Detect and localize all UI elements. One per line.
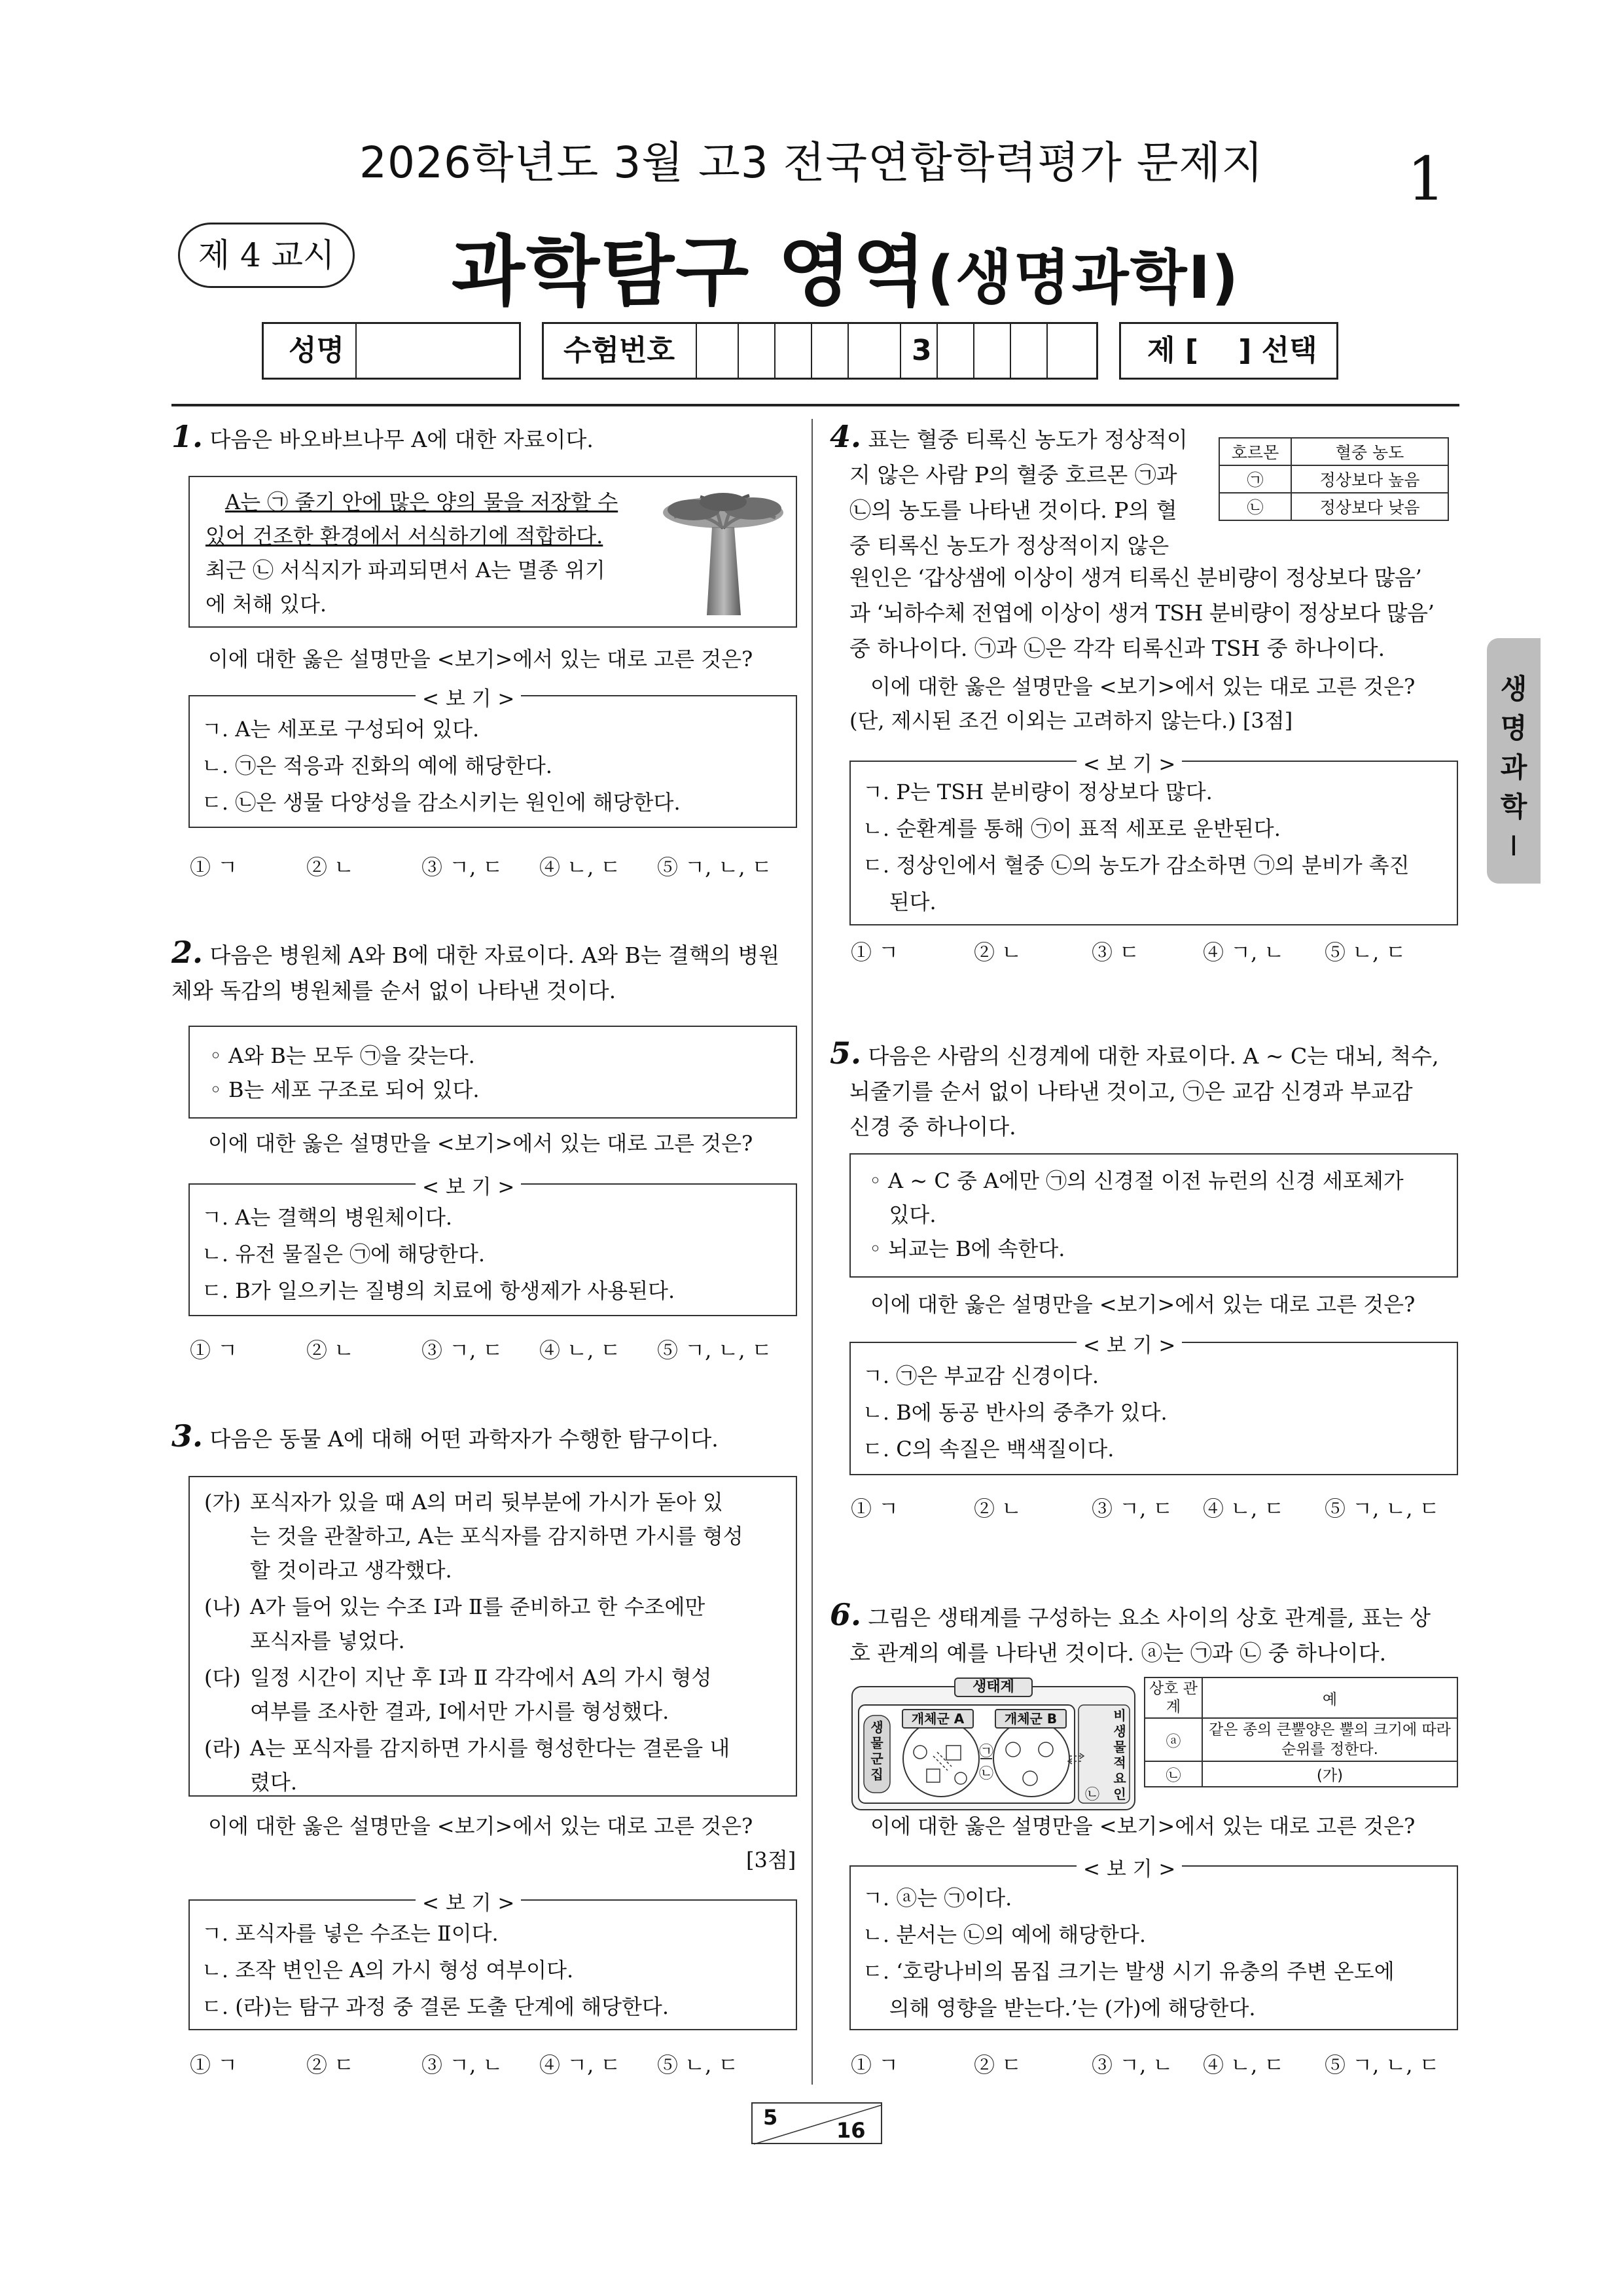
subject-side-tab — [1487, 638, 1541, 884]
period-badge: 제 4 교시 — [178, 223, 355, 288]
relation-mark-3: ㉡ — [1085, 1787, 1100, 1803]
table-cell: ㉡ — [1219, 493, 1291, 520]
table-cell: (가) — [1202, 1761, 1457, 1787]
question-points: [3점] — [746, 1848, 796, 1873]
choice-5[interactable]: ⑤ ㄴ, ㄷ — [1325, 940, 1406, 965]
step-tag: (나) — [204, 1594, 241, 1619]
relation-mark-1: ㉠ — [979, 1744, 994, 1760]
question-4 — [830, 419, 1209, 564]
exam-title: 2026학년도 3월 고3 전국연합학력평가 문제지 — [359, 137, 1264, 188]
choice-4[interactable]: ④ ㄱ, ㄴ — [1203, 940, 1285, 965]
table-cell: 정상보다 낮음 — [1291, 493, 1448, 520]
choice-4[interactable]: ④ ㄴ, ㄷ — [539, 855, 621, 880]
question-stem: 중 하나이다. ㉠과 ㉡은 각각 티록신과 TSH 중 하나이다. — [849, 636, 1385, 661]
question-stem: 중 티록신 농도가 정상적이지 않은 — [849, 533, 1169, 558]
bogi-item: 의해 영향을 받는다.’는 (가)에 해당한다. — [863, 1996, 1256, 2020]
question-stem: 호 관계의 예를 나타낸 것이다. ⓐ는 ㉠과 ㉡ 중 하나이다. — [849, 1640, 1387, 1666]
box-line: ◦ A와 B는 모두 ㉠을 갖는다. — [209, 1043, 475, 1068]
question-stem: 표는 혈중 티록신 농도가 정상적이 — [868, 427, 1188, 452]
name-label: 성명 — [289, 334, 345, 367]
relation-mark-2: ㉡ — [979, 1766, 994, 1782]
table-cell: 같은 종의 큰뿔양은 뿔의 크기에 따라 순위를 정한다. — [1202, 1718, 1457, 1761]
choice-2[interactable]: ② ㄷ — [306, 2053, 355, 2077]
header-rule — [171, 404, 1459, 406]
question-stem: 과 ‘뇌하수체 전엽에 이상이 생겨 TSH 분비량이 정상보다 많음’ — [849, 600, 1435, 626]
bogi-item: ㄱ. A는 세포로 구성되어 있다. — [202, 717, 480, 742]
step-tag: (라) — [204, 1736, 241, 1761]
question-1 — [171, 419, 800, 457]
box-line: ◦ B는 세포 구조로 되어 있다. — [209, 1077, 480, 1102]
page-indicator — [751, 2102, 882, 2144]
bogi-item: ㄴ. 순환계를 통해 ㉠이 표적 세포로 운반된다. — [863, 816, 1281, 841]
bogi-title: < 보 기 > — [1077, 747, 1182, 777]
box-line: 에 처해 있다. — [205, 592, 327, 617]
choice-1[interactable]: ① ㄱ — [190, 855, 238, 880]
population-a-label: 개체군 A — [902, 1709, 974, 1729]
choice-5[interactable]: ⑤ ㄱ, ㄴ, ㄷ — [1325, 2053, 1440, 2077]
question-3 — [171, 1418, 800, 1457]
choice-2[interactable]: ② ㄴ — [306, 1338, 355, 1363]
question-number: 6. — [830, 1597, 862, 1632]
bogi-item: ㄴ. ㉠은 적응과 진화의 예에 해당한다. — [202, 753, 552, 778]
q2-choices — [190, 1334, 772, 1364]
bogi-item: ㄱ. ⓐ는 ㉠이다. — [863, 1886, 1012, 1910]
q4-hormone-table — [1219, 437, 1449, 521]
step-line: 포식자가 있을 때 A의 머리 뒷부분에 가시가 돋아 있 — [250, 1490, 723, 1515]
q5-choices — [851, 1492, 1440, 1522]
question-6 — [830, 1597, 1458, 1671]
column-divider — [812, 419, 813, 2085]
question-number: 3. — [171, 1418, 204, 1454]
bogi-item: ㄷ. 정상인에서 혈중 ㉡의 농도가 감소하면 ㉠의 분비가 촉진 — [863, 853, 1410, 878]
question-stem: 다음은 병원체 A와 B에 대한 자료이다. A와 B는 결핵의 병원 — [209, 942, 780, 968]
choice-3[interactable]: ③ ㄱ, ㄴ — [1092, 2053, 1173, 2077]
bogi-item: ㄱ. ㉠은 부교감 신경이다. — [863, 1363, 1099, 1388]
question-stem: 체와 독감의 병원체를 순서 없이 나타낸 것이다. — [171, 978, 616, 1003]
choice-2[interactable]: ② ㄴ — [306, 855, 355, 880]
page-number: 1 — [1407, 144, 1446, 214]
selection-field[interactable] — [1119, 322, 1338, 380]
box-line: 있어 건조한 환경에서 서식하기에 적합하다. — [205, 524, 603, 548]
bogi-title: < 보 기 > — [416, 1170, 521, 1200]
step-line: 일정 시간이 지난 후 Ⅰ과 Ⅱ 각각에서 A의 가시 형성 — [250, 1665, 712, 1690]
table-cell: ㉡ — [1145, 1761, 1202, 1787]
step-line: 렸다. — [250, 1770, 297, 1795]
q6-relation-table — [1144, 1677, 1458, 1787]
step-tag: (가) — [204, 1490, 241, 1515]
choice-3[interactable]: ③ ㄷ — [1092, 940, 1140, 965]
name-field[interactable] — [262, 322, 521, 380]
question-stem: ㉡의 농도를 나타낸 것이다. P의 혈 — [849, 497, 1177, 523]
question-ask: 이에 대한 옳은 설명만을 <보기>에서 있는 대로 고른 것은? — [870, 674, 1416, 699]
step-line: 여부를 조사한 결과, Ⅰ에서만 가시를 형성했다. — [250, 1699, 669, 1724]
choice-4[interactable]: ④ ㄴ, ㄷ — [1203, 2053, 1285, 2077]
question-number: 4. — [830, 419, 862, 454]
q4-choices — [851, 936, 1406, 966]
choice-1[interactable]: ① ㄱ — [190, 2053, 238, 2077]
q6-choices — [851, 2049, 1440, 2079]
bogi-item: ㄱ. 포식자를 넣은 수조는 Ⅱ이다. — [202, 1921, 499, 1946]
population-b-label: 개체군 B — [995, 1709, 1067, 1729]
question-stem: 원인은 ‘갑상샘에 이상이 생겨 티록신 분비량이 정상보다 많음’ — [849, 565, 1422, 590]
table-header: 호르몬 — [1219, 438, 1291, 465]
subject-sub: (생명과학Ⅰ) — [927, 243, 1240, 312]
question-stem: 지 않은 사람 P의 혈중 호르몬 ㉠과 — [849, 462, 1177, 488]
bogi-title: < 보 기 > — [416, 682, 521, 711]
step-line: 포식자를 넣었다. — [250, 1628, 405, 1653]
bogi-item: ㄴ. 조작 변인은 A의 가시 형성 여부이다. — [202, 1958, 574, 1982]
step-tag: (다) — [204, 1665, 241, 1690]
q6-bogi-box — [849, 1857, 1458, 2030]
choice-3[interactable]: ③ ㄱ, ㄷ — [1092, 1496, 1173, 1521]
selection-label: 제 [ ] 선택 — [1147, 334, 1317, 367]
side-tab-char: 학 — [1500, 791, 1527, 823]
step-line: 는 것을 관찰하고, A는 포식자를 감지하면 가시를 형성 — [250, 1524, 743, 1549]
community-label: 생물 군집 — [870, 1719, 883, 1782]
q5-data-box — [849, 1153, 1458, 1278]
choice-5[interactable]: ⑤ ㄱ, ㄴ, ㄷ — [657, 855, 772, 880]
question-stem: 다음은 사람의 신경계에 대한 자료이다. A ~ C는 대뇌, 척수, — [868, 1043, 1439, 1069]
table-cell: ⓐ — [1145, 1718, 1202, 1761]
q2-bogi-box — [188, 1175, 797, 1316]
bogi-title: < 보 기 > — [1077, 1329, 1182, 1358]
bogi-item: ㄱ. A는 결핵의 병원체이다. — [202, 1205, 453, 1230]
box-line: ◦ A ~ C 중 A에만 ㉠의 신경절 이전 뉴런의 신경 세포체가 — [869, 1168, 1404, 1193]
exam-number-field[interactable] — [542, 322, 1098, 380]
side-tab-char: Ⅰ — [1509, 830, 1518, 862]
total-pages: 16 — [836, 2118, 866, 2143]
bogi-item: ㄴ. B에 동공 반사의 중추가 있다. — [863, 1400, 1168, 1425]
choice-1[interactable]: ① ㄱ — [190, 1338, 238, 1363]
choice-2[interactable]: ② ㄴ — [974, 940, 1022, 965]
choice-1[interactable]: ① ㄱ — [851, 1496, 899, 1521]
bogi-item: ㄷ. C의 속질은 백색질이다. — [863, 1437, 1115, 1462]
q3-procedure-box — [188, 1476, 797, 1797]
bogi-item: ㄴ. 유전 물질은 ㉠에 해당한다. — [202, 1242, 486, 1266]
question-number: 5. — [830, 1035, 862, 1071]
choice-4[interactable]: ④ ㄱ, ㄷ — [539, 2053, 621, 2077]
subject-main: 과학탐구 영역 — [452, 228, 927, 316]
table-cell: 정상보다 높음 — [1291, 465, 1448, 493]
question-stem: 그림은 생태계를 구성하는 요소 사이의 상호 관계를, 표는 상 — [868, 1605, 1431, 1630]
ecosystem-diagram — [849, 1672, 1137, 1813]
question-number: 2. — [171, 935, 204, 970]
choice-2[interactable]: ② ㄷ — [974, 2053, 1022, 2077]
step-line: 할 것이라고 생각했다. — [250, 1558, 452, 1583]
side-tab-char: 과 — [1500, 751, 1527, 783]
q3-choices — [190, 2049, 738, 2079]
q5-bogi-box — [849, 1334, 1458, 1475]
step-line: A는 포식자를 감지하면 가시를 형성한다는 결론을 내 — [250, 1736, 730, 1761]
question-stem: 다음은 동물 A에 대해 어떤 과학자가 수행한 탐구이다. — [209, 1426, 719, 1452]
bogi-item: ㄱ. P는 TSH 분비량이 정상보다 많다. — [863, 780, 1213, 804]
question-stem: 뇌줄기를 순서 없이 나타낸 것이고, ㉠은 교감 신경과 부교감 — [849, 1079, 1413, 1104]
choice-3[interactable]: ③ ㄱ, ㄷ — [421, 855, 503, 880]
question-5 — [830, 1035, 1458, 1145]
baobab-tree-image — [661, 488, 785, 619]
box-line: A는 ㉠ 줄기 안에 많은 양의 물을 저장할 수 — [225, 490, 618, 514]
choice-5[interactable]: ⑤ ㄴ, ㄷ — [657, 2053, 739, 2077]
q1-bogi-box — [188, 687, 797, 828]
abiotic-label: 비생물적 요인 — [1113, 1708, 1126, 1802]
bogi-title: < 보 기 > — [416, 1886, 521, 1916]
bogi-item: ㄷ. ‘호랑나비의 몸집 크기는 발생 시기 유충의 주변 온도에 — [863, 1959, 1395, 1984]
bogi-item: 된다. — [863, 889, 936, 914]
question-stem: 다음은 바오바브나무 A에 대한 자료이다. — [209, 427, 594, 452]
question-ask: 이에 대한 옳은 설명만을 <보기>에서 있는 대로 고른 것은? — [870, 1292, 1416, 1317]
box-line: 있다. — [869, 1202, 936, 1227]
table-header: 혈중 농도 — [1291, 438, 1448, 465]
choice-5[interactable]: ⑤ ㄱ, ㄴ, ㄷ — [657, 1338, 772, 1363]
choice-5[interactable]: ⑤ ㄱ, ㄴ, ㄷ — [1325, 1496, 1440, 1521]
box-line: ◦ 뇌교는 B에 속한다. — [869, 1236, 1065, 1261]
q3-bogi-box — [188, 1892, 797, 2030]
choice-1[interactable]: ① ㄱ — [851, 2053, 899, 2077]
choice-1[interactable]: ① ㄱ — [851, 940, 899, 965]
question-ask: 이에 대한 옳은 설명만을 <보기>에서 있는 대로 고른 것은? — [208, 1131, 753, 1156]
table-cell: ㉠ — [1219, 465, 1291, 493]
exam-number-label: 수험번호 — [563, 334, 675, 367]
side-tab-char: 생 — [1500, 673, 1527, 705]
table-header: 예 — [1202, 1677, 1457, 1718]
step-line: A가 들어 있는 수조 Ⅰ과 Ⅱ를 준비하고 한 수조에만 — [250, 1594, 705, 1619]
bogi-item: ㄷ. ㉡은 생물 다양성을 감소시키는 원인에 해당한다. — [202, 790, 681, 815]
choice-3[interactable]: ③ ㄱ, ㄴ — [421, 2053, 503, 2077]
question-stem: 신경 중 하나이다. — [849, 1114, 1016, 1139]
bogi-item: ㄴ. 분서는 ㉡의 예에 해당한다. — [863, 1922, 1147, 1947]
question-ask: 이에 대한 옳은 설명만을 <보기>에서 있는 대로 고른 것은? — [208, 1814, 753, 1839]
current-page: 5 — [763, 2105, 778, 2130]
bogi-title: < 보 기 > — [1077, 1852, 1182, 1882]
choice-4[interactable]: ④ ㄴ, ㄷ — [539, 1338, 621, 1363]
q1-data-box — [188, 476, 797, 628]
subject-title — [452, 211, 1240, 320]
question-ask: 이에 대한 옳은 설명만을 <보기>에서 있는 대로 고른 것은? — [208, 647, 753, 672]
question-number: 1. — [171, 419, 204, 454]
choice-3[interactable]: ③ ㄱ, ㄷ — [421, 1338, 503, 1363]
table-header: 상호 관계 — [1145, 1677, 1202, 1718]
choice-2[interactable]: ② ㄴ — [974, 1496, 1022, 1521]
choice-4[interactable]: ④ ㄴ, ㄷ — [1203, 1496, 1285, 1521]
q4-bogi-box — [849, 753, 1458, 925]
question-ask-note: (단, 제시된 조건 이외는 고려하지 않는다.) [3점] — [849, 708, 1293, 733]
bogi-item: ㄷ. B가 일으키는 질병의 치료에 항생제가 사용된다. — [202, 1278, 675, 1303]
ecosystem-label: 생태계 — [954, 1677, 1033, 1697]
question-ask: 이에 대한 옳은 설명만을 <보기>에서 있는 대로 고른 것은? — [870, 1814, 1416, 1839]
box-line: 최근 ㉡ 서식지가 파괴되면서 A는 멸종 위기 — [205, 558, 605, 583]
bogi-item: ㄷ. (라)는 탐구 과정 중 결론 도출 단계에 해당한다. — [202, 1994, 669, 2019]
side-tab-char: 명 — [1500, 712, 1527, 744]
exam-number-digit: 3 — [912, 334, 932, 367]
question-2 — [171, 935, 800, 1009]
question-4-stem-cont — [849, 560, 1465, 666]
q2-data-box — [188, 1026, 797, 1119]
q1-choices — [190, 851, 772, 881]
